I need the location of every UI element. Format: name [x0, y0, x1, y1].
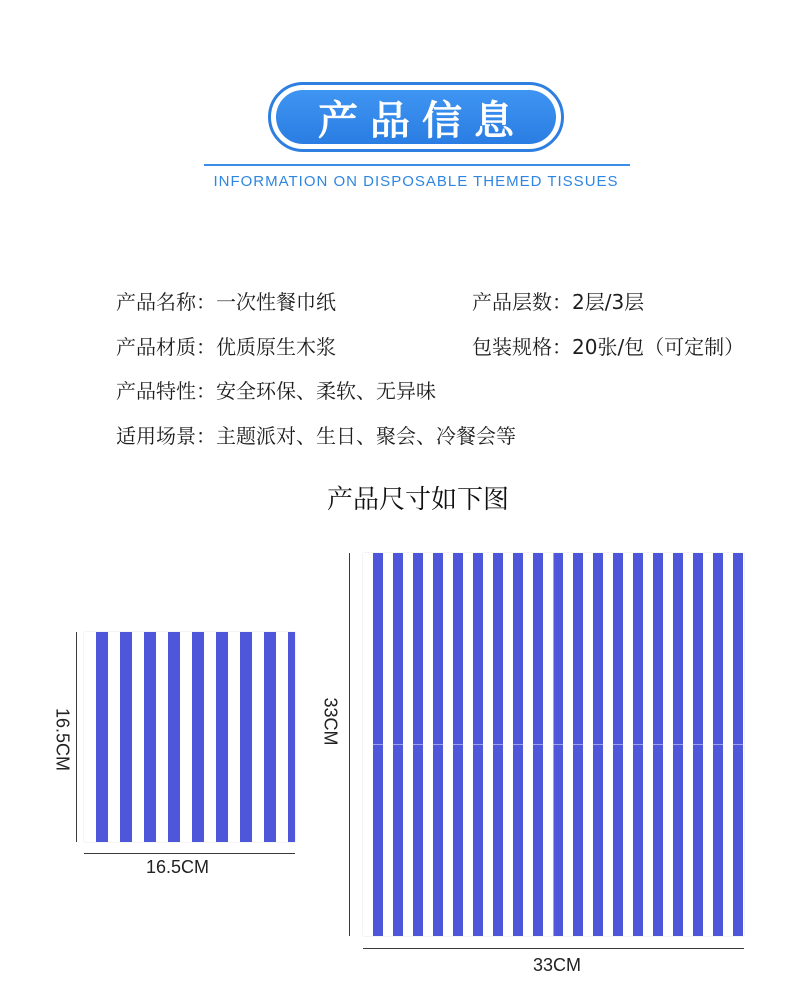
info-product-material: 产品材质：优质原生木浆 — [116, 335, 336, 359]
small-height-label: 16.5CM — [52, 707, 73, 772]
small-width-line — [84, 853, 295, 854]
large-napkin-vertical-fold — [553, 553, 554, 936]
info-packaging: 包装规格：20张/包（可定制） — [472, 335, 745, 359]
large-napkin-image — [363, 553, 744, 936]
small-napkin-image — [84, 632, 295, 842]
page-subtitle: INFORMATION ON DISPOSABLE THEMED TISSUES — [213, 173, 619, 190]
large-height-label: 33CM — [320, 697, 341, 746]
info-product-layers: 产品层数：2层/3层 — [472, 290, 645, 314]
large-height-line — [349, 553, 350, 936]
title-badge — [268, 82, 564, 152]
info-features: 产品特性：安全环保、柔软、无异味 — [116, 379, 436, 403]
title-divider — [204, 164, 630, 166]
small-height-line — [76, 632, 77, 842]
large-width-label: 33CM — [533, 955, 582, 975]
info-product-name: 产品名称：一次性餐巾纸 — [116, 290, 336, 314]
page-title: 产品信息 — [276, 90, 556, 144]
size-heading: 产品尺寸如下图 — [326, 485, 509, 515]
info-usage: 适用场景：主题派对、生日、聚会、冷餐会等 — [116, 424, 516, 448]
small-width-label: 16.5CM — [146, 857, 210, 877]
large-width-line — [363, 948, 744, 949]
